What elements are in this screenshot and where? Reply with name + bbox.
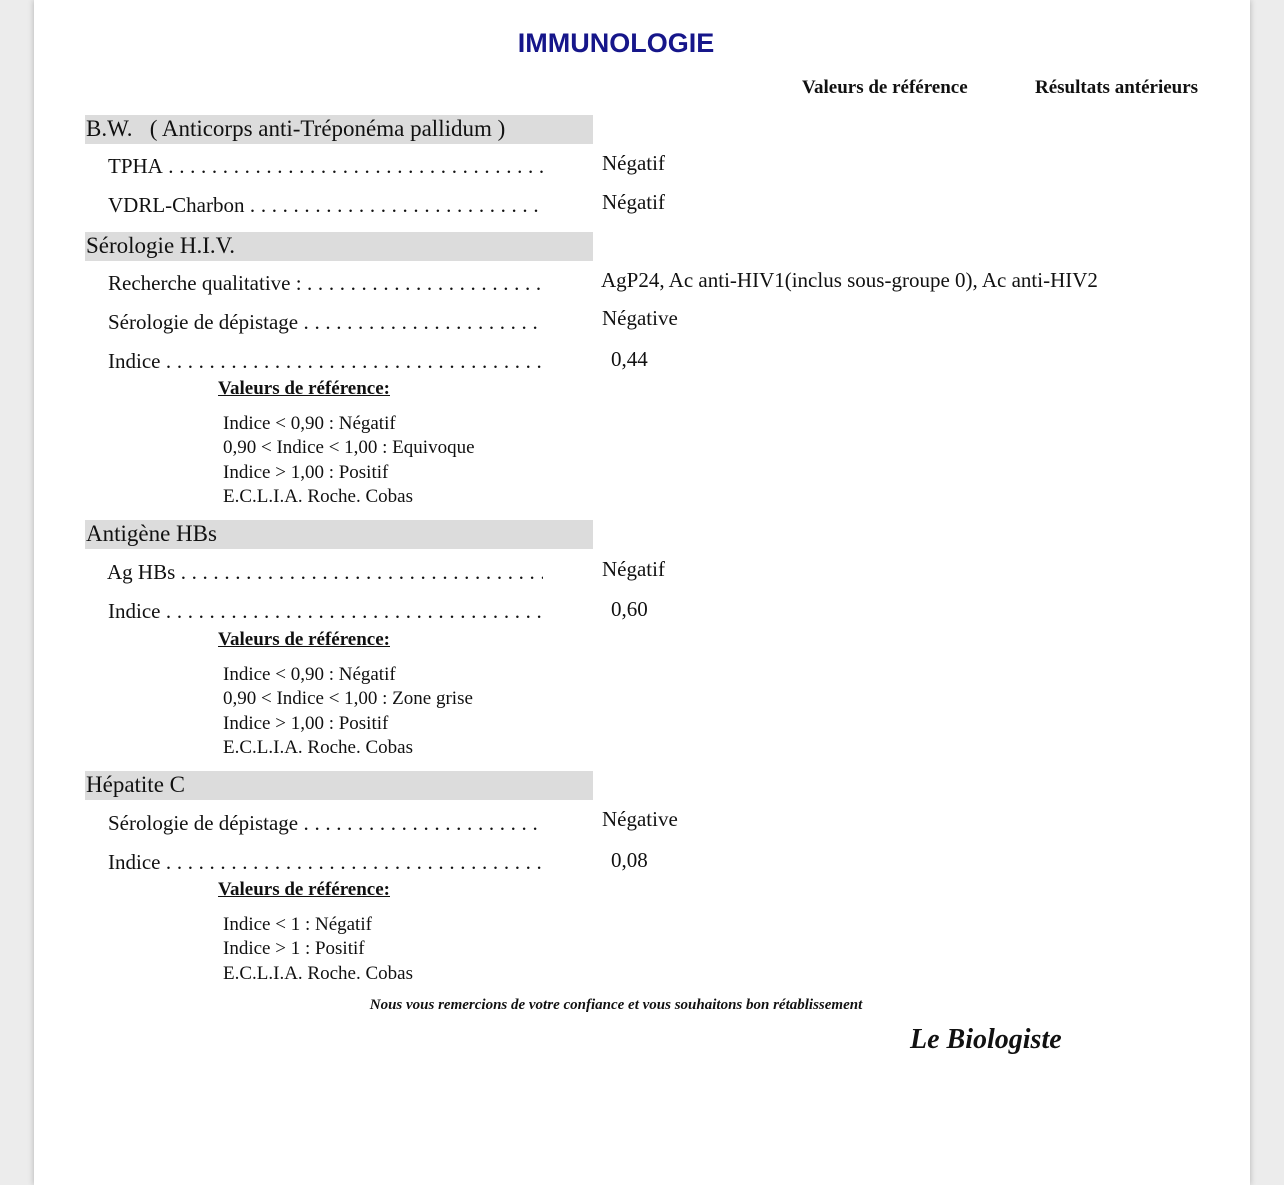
- row-value-hiv-qualitative: AgP24, Ac anti-HIV1(inclus sous-groupe 0), Ac anti-HIV2: [601, 268, 1098, 292]
- column-header-reference: Valeurs de référence: [802, 77, 968, 98]
- reference-heading: Valeurs de référence:: [218, 879, 390, 900]
- reference-line: Indice > 1,00 : Positif: [223, 461, 389, 483]
- reference-line: 0,90 < Indice < 1,00 : Equivoque: [223, 437, 475, 459]
- reference-heading: Valeurs de référence:: [218, 378, 390, 399]
- section-hbs: [85, 520, 593, 549]
- row-label-hcv-index: Indice . . .: [108, 850, 544, 878]
- row-value-tpha: Négatif: [602, 151, 665, 175]
- reference-line: E.C.L.I.A. Roche. Cobas: [223, 485, 413, 507]
- row-label-hbs-index: Indice . . .: [108, 599, 544, 627]
- report-page: [34, 0, 1250, 1185]
- reference-line: Indice < 0,90 : Négatif: [223, 664, 396, 685]
- reference-line: E.C.L.I.A. Roche. Cobas: [223, 962, 413, 984]
- reference-line: E.C.L.I.A. Roche. Cobas: [223, 736, 413, 758]
- section-bw: [85, 115, 593, 144]
- column-header-previous: Résultats antérieurs: [1035, 77, 1199, 98]
- row-value-hiv-index: 0,44: [611, 347, 648, 371]
- row-value-hiv-screening: Négative: [602, 306, 678, 330]
- row-value-ag-hbs: Négatif: [602, 557, 665, 581]
- reference-values-hiv: [223, 412, 475, 509]
- row-value-hcv-index: 0,08: [611, 848, 648, 872]
- section-heading: Antigène HBs: [86, 521, 217, 546]
- row-label-tpha: TPHA . . .: [108, 154, 544, 182]
- reference-line: Indice > 1 : Positif: [223, 938, 365, 960]
- row-label-vdrl: VDRL-Charbon . . .: [108, 193, 544, 221]
- row-label-ag-hbs: Ag HBs . . .: [107, 560, 543, 588]
- reference-heading: Valeurs de référence:: [218, 629, 390, 650]
- reference-values-hbs: [223, 663, 473, 760]
- row-label-hiv-qualitative: Recherche qualitative : . . .: [108, 271, 544, 299]
- reference-line: Indice < 0,90 : Négatif: [223, 413, 396, 434]
- reference-line: Indice < 1 : Négatif: [223, 914, 372, 935]
- row-label-hiv-index: Indice . . .: [108, 349, 544, 377]
- row-value-vdrl: Négatif: [602, 190, 665, 214]
- reference-values-hcv: [223, 913, 413, 986]
- section-heading: Sérologie H.I.V.: [86, 233, 236, 258]
- thanks-note: Nous vous remercions de votre confiance et vous souhaitons bon rétablissement: [369, 997, 863, 1013]
- report-title: IMMUNOLOGIE: [517, 28, 715, 58]
- section-hiv: [85, 232, 593, 261]
- row-value-hbs-index: 0,60: [611, 597, 648, 621]
- section-hepatitis-c: [85, 771, 593, 800]
- reference-line: Indice > 1,00 : Positif: [223, 712, 389, 734]
- row-value-hcv-screening: Négative: [602, 807, 678, 831]
- row-label-hiv-screening: Sérologie de dépistage . . .: [108, 310, 544, 338]
- row-label-hcv-screening: Sérologie de dépistage . . .: [108, 811, 544, 839]
- section-heading: Hépatite C: [86, 772, 185, 797]
- signature: Le Biologiste: [910, 1024, 1062, 1055]
- reference-line: 0,90 < Indice < 1,00 : Zone grise: [223, 688, 473, 710]
- section-heading: B.W. ( Anticorps anti-Tréponéma pallidum ): [86, 116, 506, 141]
